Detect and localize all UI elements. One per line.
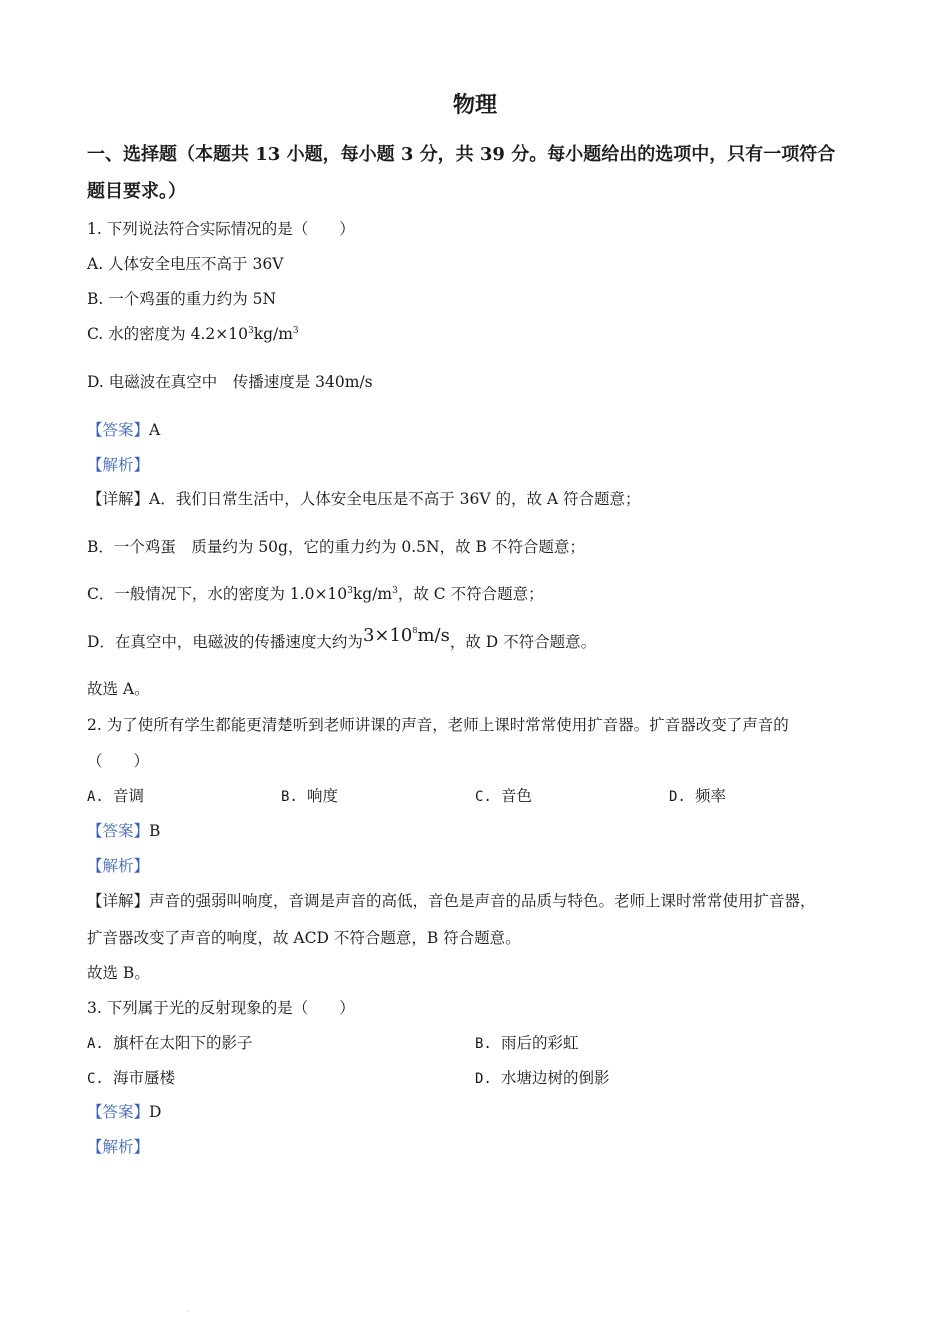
q1-detail-c-unit-exponent: 3	[392, 586, 398, 596]
q3-option-a-letter: A.	[87, 1036, 104, 1052]
q2-option-a-text: 音调	[113, 787, 145, 805]
q1-detail-d-text: D．在真空中，电磁波的传播速度大约为	[87, 633, 363, 651]
q2-answer-value: B	[149, 822, 161, 840]
q2-option-b	[281, 785, 338, 808]
q1-detail-c-tail: ，故 C 不符合题意；	[397, 585, 544, 603]
q3-option-d-text: 水塘边树的倒影	[501, 1069, 610, 1087]
section-heading-line1: 一、选择题（本题共 13 小题，每小题 3 分，共 39 分。每小题给出的选项中，只有一项符合	[87, 144, 836, 165]
section-heading-line2: 题目要求。）	[87, 181, 186, 202]
q1-option-c	[87, 323, 299, 345]
q1-answer-value: A	[149, 421, 161, 439]
q3-option-c	[87, 1067, 175, 1090]
q1-option-c-unit-exponent: 3	[292, 326, 299, 336]
q3-option-a-text: 旗杆在太阳下的影子	[113, 1034, 253, 1052]
q2-stem-blank: （ ）	[87, 752, 150, 770]
q2-option-b-text: 响度	[307, 787, 339, 805]
footer-dot: .	[186, 1305, 189, 1314]
analysis-tag: 【解析】	[87, 456, 150, 474]
q2-option-d	[669, 785, 726, 808]
q1-detail-c	[87, 583, 544, 605]
q1-detail-d-tail: ，故 D 不符合题意。	[449, 633, 597, 651]
q1-option-c-unit: kg/m	[253, 325, 293, 343]
q1-detail-c-text: C．一般情况下，水的密度为 1.0×10	[87, 585, 348, 603]
q3-answer-value: D	[149, 1103, 162, 1121]
q1-option-b: B. 一个鸡蛋的重力约为 5N	[87, 290, 277, 308]
q1-detail-c-unit: kg/m	[352, 585, 393, 603]
q2-detail-line1	[87, 890, 816, 912]
q2-option-b-letter: B.	[281, 789, 298, 805]
speed-formula-unit: m/s	[417, 625, 450, 646]
q3-option-d	[475, 1067, 610, 1090]
q1-option-c-exponent: 3	[247, 326, 254, 336]
q2-conclusion: 故选 B。	[87, 964, 150, 982]
q3-option-a	[87, 1032, 253, 1055]
q3-option-c-text: 海市蜃楼	[113, 1069, 176, 1087]
q3-option-b-letter: B.	[475, 1036, 492, 1052]
speed-formula-exponent: 8	[412, 626, 418, 635]
q3-stem: 3. 下列属于光的反射现象的是（ ）	[87, 999, 355, 1017]
q2-analysis	[87, 855, 149, 877]
q1-detail-d	[87, 625, 597, 653]
answer-tag: 【答案】	[87, 822, 150, 840]
answer-tag: 【答案】	[87, 421, 150, 439]
q3-analysis	[87, 1136, 149, 1158]
q1-detail-b: B．一个鸡蛋 质量约为 50g，它的重力约为 0.5N，故 B 不符合题意；	[87, 538, 585, 556]
q3-option-d-letter: D.	[475, 1071, 492, 1087]
analysis-tag: 【解析】	[87, 1138, 150, 1156]
q1-stem: 1. 下列说法符合实际情况的是（ ）	[87, 220, 355, 238]
answer-tag: 【答案】	[87, 1103, 150, 1121]
q2-detail-text1: 声音的强弱叫响度，音调是声音的高低，音色是声音的品质与特色。老师上课时常常使用扩音器，	[149, 892, 816, 910]
q1-detail-a-text: A．我们日常生活中，人体安全电压是不高于 36V 的，故 A 符合题意；	[149, 490, 641, 508]
q1-option-a: A. 人体安全电压不高于 36V	[87, 255, 284, 273]
analysis-tag: 【解析】	[87, 857, 150, 875]
q3-option-c-letter: C.	[87, 1071, 104, 1087]
q1-detail-a	[87, 488, 641, 510]
q2-stem: 2. 为了使所有学生都能更清楚听到老师讲课的声音，老师上课时常常使用扩音器。扩音器改变了声音的	[87, 716, 789, 734]
q2-option-d-letter: D.	[669, 789, 686, 805]
speed-formula-base: 3×10	[362, 625, 413, 646]
q2-option-a	[87, 785, 144, 808]
detail-tag: 【详解】	[87, 490, 150, 508]
q3-option-b-text: 雨后的彩虹	[501, 1034, 579, 1052]
q1-answer	[87, 419, 160, 441]
q3-answer	[87, 1101, 161, 1123]
q1-analysis	[87, 454, 149, 476]
detail-tag: 【详解】	[87, 892, 150, 910]
speed-formula	[363, 625, 450, 646]
q2-option-d-text: 频率	[695, 787, 727, 805]
q3-option-b	[475, 1032, 579, 1055]
q2-option-c-text: 音色	[501, 787, 533, 805]
q1-conclusion: 故选 A。	[87, 680, 150, 698]
q1-detail-c-exponent: 3	[347, 586, 353, 596]
page-title: 物理	[452, 92, 497, 118]
q1-option-c-text: C. 水的密度为 4.2×10	[87, 325, 248, 343]
q1-option-d: D. 电磁波在真空中 传播速度是 340m/s	[87, 373, 373, 391]
q2-option-c-letter: C.	[475, 789, 492, 805]
q2-detail-line2: 扩音器改变了声音的响度，故 ACD 不符合题意，B 符合题意。	[87, 929, 521, 947]
q2-answer	[87, 820, 160, 842]
q2-option-c	[475, 785, 532, 808]
q2-option-a-letter: A.	[87, 789, 104, 805]
